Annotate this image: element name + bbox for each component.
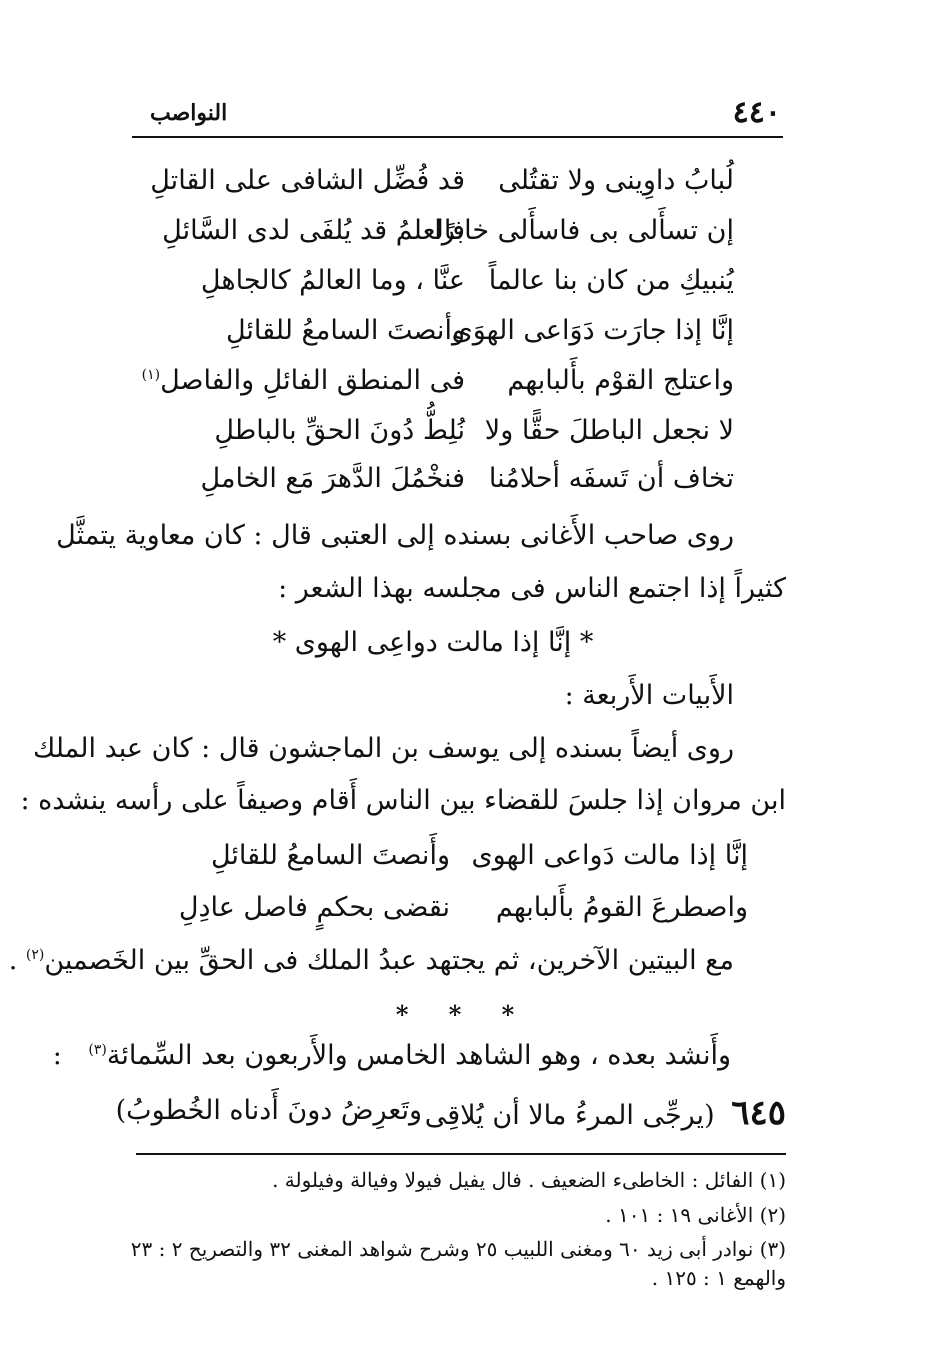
witness-number: ٦٤٥ — [731, 1093, 786, 1133]
page-number: ٤٤٠ — [732, 95, 781, 130]
verse-1-hemistich-2: قد فُضِّل الشافى على القاتلِ — [150, 165, 465, 196]
verse-b1-hemistich-1: إنَّا إذا مالت دَواعى الهوى — [471, 840, 748, 871]
verse-1-hemistich-1: لُبابُ داوِينى ولا تقتُلى — [498, 165, 734, 196]
verse-3-hemistich-2: عنَّا ، وما العالمُ كالجاهلِ — [200, 265, 465, 296]
verse-b1-hemistich-2: وأَنصتَ السامعُ للقائلِ — [210, 840, 450, 871]
verse-2-hemistich-1: إن تسأَلى بى فاسأَلى خابرًا — [434, 215, 734, 246]
verse-2-hemistich-2: فالعلمُ قد يُلفَى لدى السَّائلِ — [162, 215, 465, 246]
para2-line1: روى أيضاً بسنده إلى يوسف بن الماجشون قال : كان عبد الملك — [32, 733, 734, 764]
running-title: النواصب — [150, 100, 228, 126]
verse-b2-hemistich-1: واصطرعَ القومُ بأَلبابهم — [495, 892, 748, 923]
verse-6-hemistich-1: لا نجعل الباطلَ حقًّا ولا — [484, 415, 734, 446]
footnote-2: (٢) الأغانى ١٩ : ١٠١ . — [605, 1203, 786, 1227]
para3-period: . — [8, 945, 26, 976]
footnote-3: (٣) نوادر أبى زيد ٦٠ ومغنى اللبيب ٢٥ وشرح شواهد المغنى ٣٢ والتصريح ٢ : ٢٣ — [130, 1237, 786, 1261]
para4-line1 — [52, 1040, 731, 1071]
footnote-ref-3: (٣) — [88, 1042, 107, 1058]
footnote-1: (١) الفائل : الخاطىء الضعيف . فال يفيل فيولا وفيالة وفيلولة . — [272, 1168, 786, 1192]
para1-line3: الأَبيات الأَربعة : — [564, 680, 734, 711]
verse-4-hemistich-1: إنَّا إذا جارَت دَوَاعى الهوَى — [451, 315, 734, 346]
para2-line2: ابن مروان إذا جلسَ للقضاء بين الناس أَقام وصيفاً على رأسه ينشده : — [20, 785, 786, 816]
verse-4-hemistich-2: وأنصتَ السامعُ للقائلِ — [225, 315, 465, 346]
para4-text: وأَنشد بعده ، وهو الشاهد الخامس والأَربعون بعد السِّمائة — [106, 1040, 731, 1071]
verse-6-hemistich-2: نُلِطُّ دُونَ الحقِّ بالباطلِ — [214, 415, 465, 446]
section-separator: * * * — [395, 1000, 531, 1029]
para3-text: مع البيتين الآخرين، ثم يجتهد عبدُ الملك فى الحقِّ بين الخَصمين — [44, 945, 734, 976]
para4-colon: : — [52, 1040, 62, 1071]
verse-b2-hemistich-2: نقضى بحكمٍ فاصل عادِلِ — [178, 892, 450, 923]
para3-line1 — [8, 945, 734, 976]
footnote-rule — [136, 1153, 786, 1155]
footnote-ref-2: (٢) — [25, 947, 45, 963]
verse-7-hemistich-1: تخاف أن تَسفَه أحلامُنا — [488, 463, 734, 494]
para1-quote: * إنَّا إذا مالت دواعِى الهوى * — [272, 627, 594, 658]
verse-7-hemistich-2: فنخْمُلَ الدَّهرَ مَع الخاملِ — [200, 463, 465, 494]
verse-5-hemistich-1: واعتلج القوْم بأَلبابهم — [507, 365, 734, 396]
witness-verse — [425, 1093, 786, 1133]
para1-line1: روى صاحب الأَغانى بسنده إلى العتبى قال : كان معاوية يتمثَّل — [56, 520, 734, 551]
verse-5-text: فى المنطق الفائلِ والفاصل — [160, 365, 465, 396]
verse-3-hemistich-1: يُنبيكِ من كان بنا عالماً — [488, 265, 734, 296]
witness-hemistich-2: وتَعرِضُ دونَ أَدناه الخُطوبُ) — [115, 1095, 422, 1126]
para1-line2: كثيراً إذا اجتمع الناس فى مجلسه بهذا الشعر : — [278, 573, 786, 604]
verse-5-hemistich-2 — [141, 365, 465, 396]
header-rule — [132, 136, 783, 138]
footnote-3-continued: والهمع ١ : ١٢٥ . — [651, 1266, 786, 1290]
witness-hemistich-1: (يرجِّى المرءُ مالا أن يُلاقِى — [424, 1100, 715, 1131]
footnote-ref-1: (١) — [141, 367, 161, 383]
